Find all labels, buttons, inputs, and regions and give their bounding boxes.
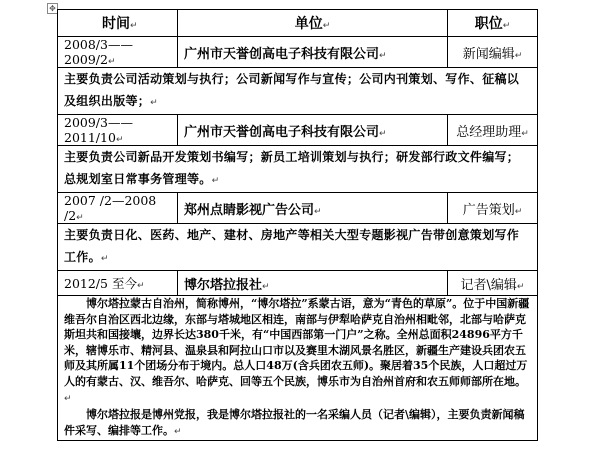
description-paragraph: 博尔塔拉报是博州党报，我是博尔塔拉报社的一名采编人员（记者\编辑），主要负责新闻稿件采写、编排等工作。↵ [64, 408, 525, 437]
entry-description [58, 296, 538, 441]
entry-position: 记者\编辑↵ [448, 271, 538, 296]
table-row [58, 193, 538, 224]
header-time: 时间↵ [58, 10, 178, 37]
entry-position: 广告策划↵ [448, 193, 538, 224]
entry-time: 2009/3——2011/10↵ [58, 115, 178, 146]
table-header-row [58, 10, 538, 37]
entry-company: 郑州点睛影视广告公司↵ [178, 193, 448, 224]
table-row [58, 146, 538, 193]
table-row [58, 296, 538, 441]
entry-position: 新闻编辑↵ [448, 37, 538, 68]
entry-description: 主要负责日化、医药、地产、建材、房地产等相关大型专题影视广告带创意策划写作工作。↵ [58, 224, 538, 271]
entry-time: 2007 /2—2008 /2↵ [58, 193, 178, 224]
entry-description: 主要负责公司活动策划与执行；公司新闻写作与宣传；公司内刊策划、写作、征稿以及组织出版等；↵ [58, 68, 538, 115]
entry-company: 广州市天誉创高电子科技有限公司↵ [178, 115, 448, 146]
entry-description: 主要负责公司新品开发策划书编写；新员工培训策划与执行；研发部行政文件编写；总规划室日常事务管理等。↵ [58, 146, 538, 193]
table-move-handle-icon[interactable]: ✥ [47, 3, 58, 14]
table-row [58, 37, 538, 68]
entry-time: 2012/5 至今↵ [58, 271, 178, 296]
header-position: 职位↵ [448, 10, 538, 37]
table-row [58, 115, 538, 146]
resume-table [57, 9, 538, 441]
entry-company: 博尔塔拉报社↵ [178, 271, 448, 296]
entry-position: 总经理助理↵ [448, 115, 538, 146]
description-paragraph: 博尔塔拉蒙古自治州，简称博州，“博尔塔拉”系蒙古语，意为“青色的草原”。位于中国新疆维吾尔自治区西北边缘，东部与塔城地区相连，南部与伊犁哈萨克自治州相毗邻，北部与哈萨克斯坦共和国接壤，边界长达380千米，有“中国西部第一门户”之称。全州总面积24896平方千米，辖博乐市、精河县、温泉县和阿拉山口市以及赛里木湖风景名胜区，新疆生产建设兵团农五师及其所属11个团场分布于境内。总人口48万(含兵团农五师)。聚居着35个民族，人口超过万人的有蒙古、汉、维吾尔、哈萨克、回等五个民族，博乐市为自治州首府和农五师师部所在地。↵ [64, 297, 530, 404]
table-row [58, 68, 538, 115]
table-row [58, 224, 538, 271]
header-company: 单位↵ [178, 10, 448, 37]
entry-time: 2008/3——2009/2↵ [58, 37, 178, 68]
table-row [58, 271, 538, 296]
entry-company: 广州市天誉创高电子科技有限公司↵ [178, 37, 448, 68]
